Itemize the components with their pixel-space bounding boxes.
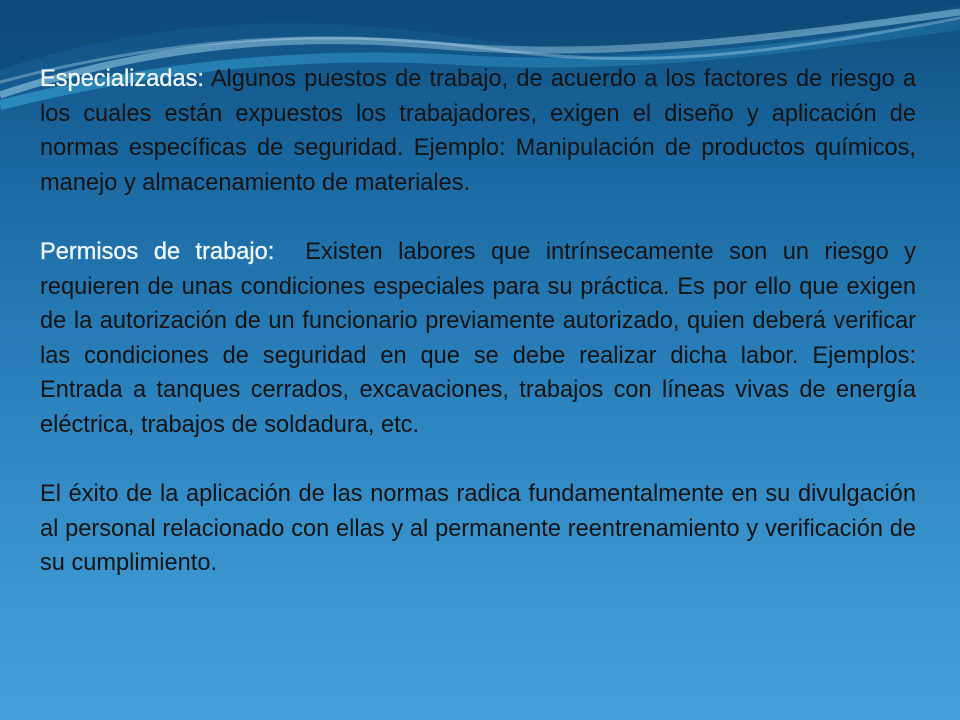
lead-permisos: Permisos de trabajo:	[40, 239, 275, 265]
paragraph-especializadas	[40, 62, 916, 200]
paragraph-exito	[40, 477, 916, 581]
paragraph-permisos	[40, 235, 923, 442]
text-content	[40, 62, 923, 616]
body-permisos: Existen labores que intrínsecamente son un riesgo y requieren de unas condiciones especiales para su práctica. Es por ello que exigen de la autorización de un funcionario previamente autorizado, quien deberá verificar las condiciones de seguridad en que se debe realizar dicha labor. Ejemplos: Entrada a tanques cerrados, excavaciones, trabajos con líneas vivas de energía eléctrica, trabajos de soldadura, etc.	[40, 239, 923, 438]
body-exito: El éxito de la aplicación de las normas radica fundamentalmente en su divulgación al personal relacionado con ellas y al permanente reentrenamiento y verificación de su cumplimiento.	[40, 481, 916, 576]
lead-especializadas: Especializadas:	[40, 66, 204, 92]
body-especializadas: Algunos puestos de trabajo, de acuerdo a los factores de riesgo a los cuales están expuestos los trabajadores, exigen el diseño y aplicación de normas específicas de seguridad. Ejemplo: Manipulación de productos químicos, manejo y almacenamiento de materiales.	[40, 66, 916, 196]
